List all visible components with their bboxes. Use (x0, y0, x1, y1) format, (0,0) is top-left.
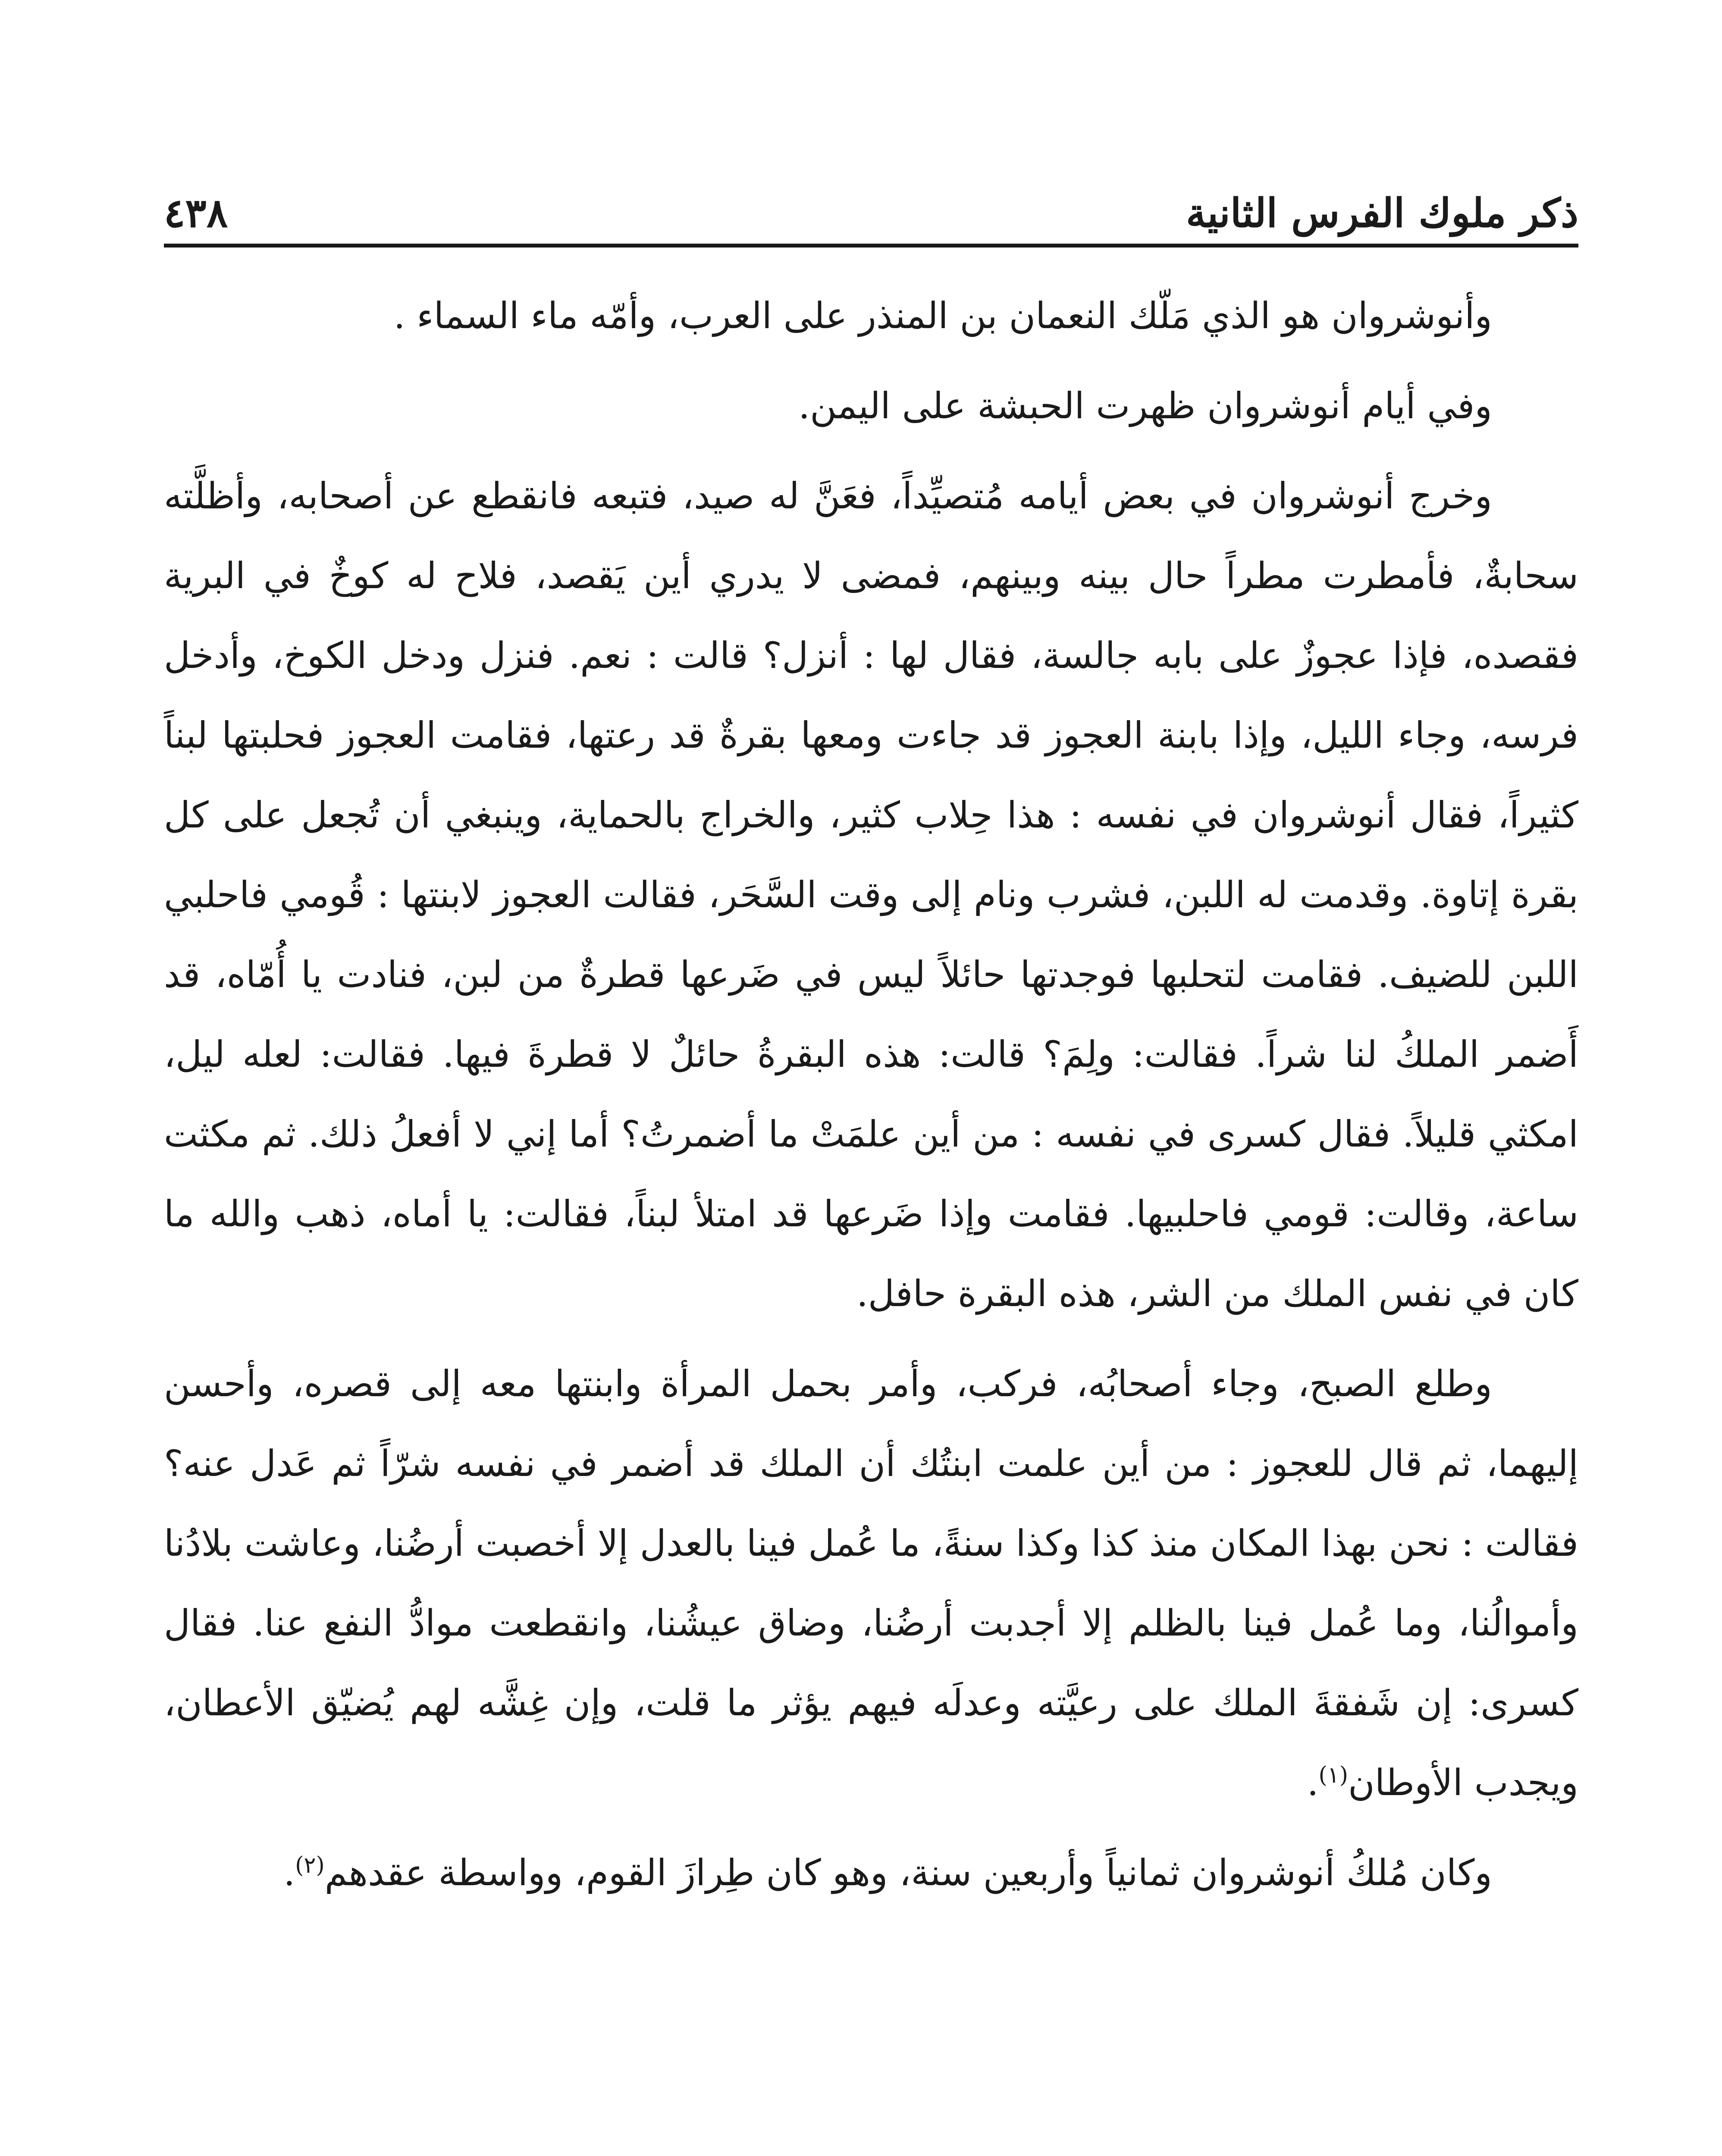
running-title: ذكر ملوك الفرس الثانية (1186, 190, 1578, 236)
paragraph-text: وطلع الصبح، وجاء أصحابُه، فركب، وأمر بحمل المرأة وابنتها معه إلى قصره، وأحسن إليهما، ثم قال للعجوز : من أين علمت ابنتُك أن الملك قد أضمر في نفسه شرّاً ثم عَدل عنه؟ فقالت : نحن بهذا المكان منذ كذا وكذا سنةً، ما عُمل فينا بالعدل إلا أخصبت أرضُنا، وعاشت بلادُنا وأموالُنا، وما عُمل فينا بالظلم إلا أجدبت أرضُنا، وضاق عيشُنا، وانقطعت موادُّ النفع عنا. فقال كسرى: إن شَفقةَ الملك على رعيَّته وعدلَه فيهم يؤثر ما قلت، وإن غِشَّه لهم يُضيّق الأعطان، ويجدب الأوطان (164, 1363, 1578, 1804)
paragraph-end-punctuation: . (1307, 1761, 1319, 1804)
page-header (164, 155, 1578, 236)
paragraph-text: وفي أيام أنوشروان ظهرت الحبشة على اليمن. (798, 385, 1492, 427)
paragraph-text: وكان مُلكُ أنوشروان ثمانياً وأربعين سنة، وهو كان طِرازَ القوم، وواسطة عقدهم (324, 1852, 1492, 1894)
paragraph-text: وأنوشروان هو الذي مَلّك النعمان بن المنذر على العرب، وأمّه ماء السماء . (393, 295, 1492, 337)
paragraph (164, 456, 1578, 1334)
header-rule (164, 244, 1578, 248)
paragraph (164, 1344, 1578, 1823)
footnote-reference: (٢) (295, 1852, 325, 1878)
paragraph-end-punctuation: . (283, 1852, 295, 1894)
book-page (164, 129, 1578, 2156)
paragraph (164, 366, 1578, 446)
footnote-reference: (١) (1318, 1762, 1349, 1788)
body-text (164, 276, 1578, 1923)
paragraph (164, 1833, 1578, 1913)
paragraph (164, 276, 1578, 356)
page-number: ٤٣٨ (164, 190, 228, 236)
paragraph-text: وخرج أنوشروان في بعض أيامه مُتصيِّداً، فعَنَّ له صيد، فتبعه فانقطع عن أصحابه، وأظلَّته سحابةٌ، فأمطرت مطراً حال بينه وبينهم، فمضى لا يدري أين يَقصد، فلاح له كوخٌ في البرية فقصده، فإذا عجوزٌ على بابه جالسة، فقال لها : أنزل؟ قالت : نعم. فنزل ودخل الكوخ، وأدخل فرسه، وجاء الليل، وإذا بابنة العجوز قد جاءت ومعها بقرةٌ قد رعتها، فقامت العجوز فحلبتها لبناً كثيراً، فقال أنوشروان في نفسه : هذا حِلاب كثير، والخراج بالحماية، وينبغي أن تُجعل على كل بقرة إتاوة. وقدمت له اللبن، فشرب ونام إلى وقت السَّحَر، فقالت العجوز لابنتها : قُومي فاحلبي اللبن للضيف. فقامت لتحلبها فوجدتها حائلاً ليس في ضَرعها قطرةٌ من لبن، فنادت يا أُمّاه، قد أَضمر الملكُ لنا شراً. فقالت: ولِمَ؟ قالت: هذه البقرةُ حائلٌ لا قطرةَ فيها. فقالت: لعله ليل، امكثي قليلاً. فقال كسرى في نفسه : من أين علمَتْ ما أضمرتُ؟ أما إني لا أفعلُ ذلك. ثم مكثت ساعة، وقالت: قومي فاحلبيها. فقامت وإذا ضَرعها قد امتلأ لبناً، فقالت: يا أماه، ذهب والله ما كان في نفس الملك من الشر، هذه البقرة حافل. (164, 475, 1578, 1315)
